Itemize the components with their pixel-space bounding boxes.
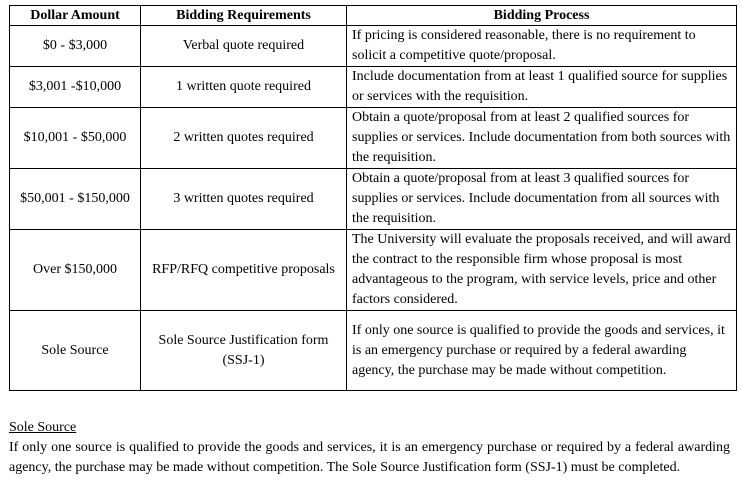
header-dollar-amount: Dollar Amount [10, 6, 141, 26]
table-row [10, 169, 737, 230]
header-bidding-process: Bidding Process [347, 6, 737, 26]
bidding-requirement-cell: 3 written quotes required [141, 169, 347, 230]
bidding-requirement-cell: 2 written quotes required [141, 108, 347, 169]
bidding-requirement-cell: 1 written quote required [141, 67, 347, 108]
table-row [10, 230, 737, 311]
bidding-requirement-cell: RFP/RFQ competitive proposals [141, 230, 347, 311]
table-row [10, 67, 737, 108]
table-row [10, 108, 737, 169]
table-header-row [10, 6, 737, 26]
header-bidding-requirements: Bidding Requirements [141, 6, 347, 26]
dollar-amount-cell: Over $150,000 [10, 230, 141, 311]
table-row [10, 26, 737, 67]
dollar-amount-cell: $0 - $3,000 [10, 26, 141, 67]
dollar-amount-cell: $3,001 -$10,000 [10, 67, 141, 108]
bidding-process-cell: Obtain a quote/proposal from at least 3 qualified sources for supplies or services. Include documentation from all sources with the requisition. [347, 169, 737, 230]
note-title: Sole Source [9, 420, 77, 435]
bidding-process-cell: If only one source is qualified to provide the goods and services, it is an emergency purchase or required by a federal awarding agency, the purchase may be made without competition. [347, 311, 737, 391]
bidding-process-cell: Obtain a quote/proposal from at least 2 qualified sources for supplies or services. Include documentation from both sources with the requisition. [347, 108, 737, 169]
dollar-amount-cell: $50,001 - $150,000 [10, 169, 141, 230]
note-body: If only one source is qualified to provide the goods and services, it is an emergency purchase or required by a federal awarding agency, the purchase may be made without competition. The Sole Source Justification form (SSJ-1) must be completed. [9, 440, 730, 475]
dollar-amount-cell: $10,001 - $50,000 [10, 108, 141, 169]
bidding-process-cell: Include documentation from at least 1 qualified source for supplies or services with the requisition. [347, 67, 737, 108]
table-row [10, 311, 737, 391]
bidding-process-cell: The University will evaluate the proposals received, and will award the contract to the responsible firm whose proposal is most advantageous to the program, with service levels, price and other factors considered. [347, 230, 737, 311]
bidding-requirement-cell: Sole Source Justification form (SSJ-1) [141, 311, 347, 391]
dollar-amount-cell: Sole Source [10, 311, 141, 391]
bidding-requirement-cell: Verbal quote required [141, 26, 347, 67]
bidding-process-cell: If pricing is considered reasonable, there is no requirement to solicit a competitive quote/proposal. [347, 26, 737, 67]
bidding-requirements-table [9, 5, 737, 391]
sole-source-note [9, 418, 730, 478]
